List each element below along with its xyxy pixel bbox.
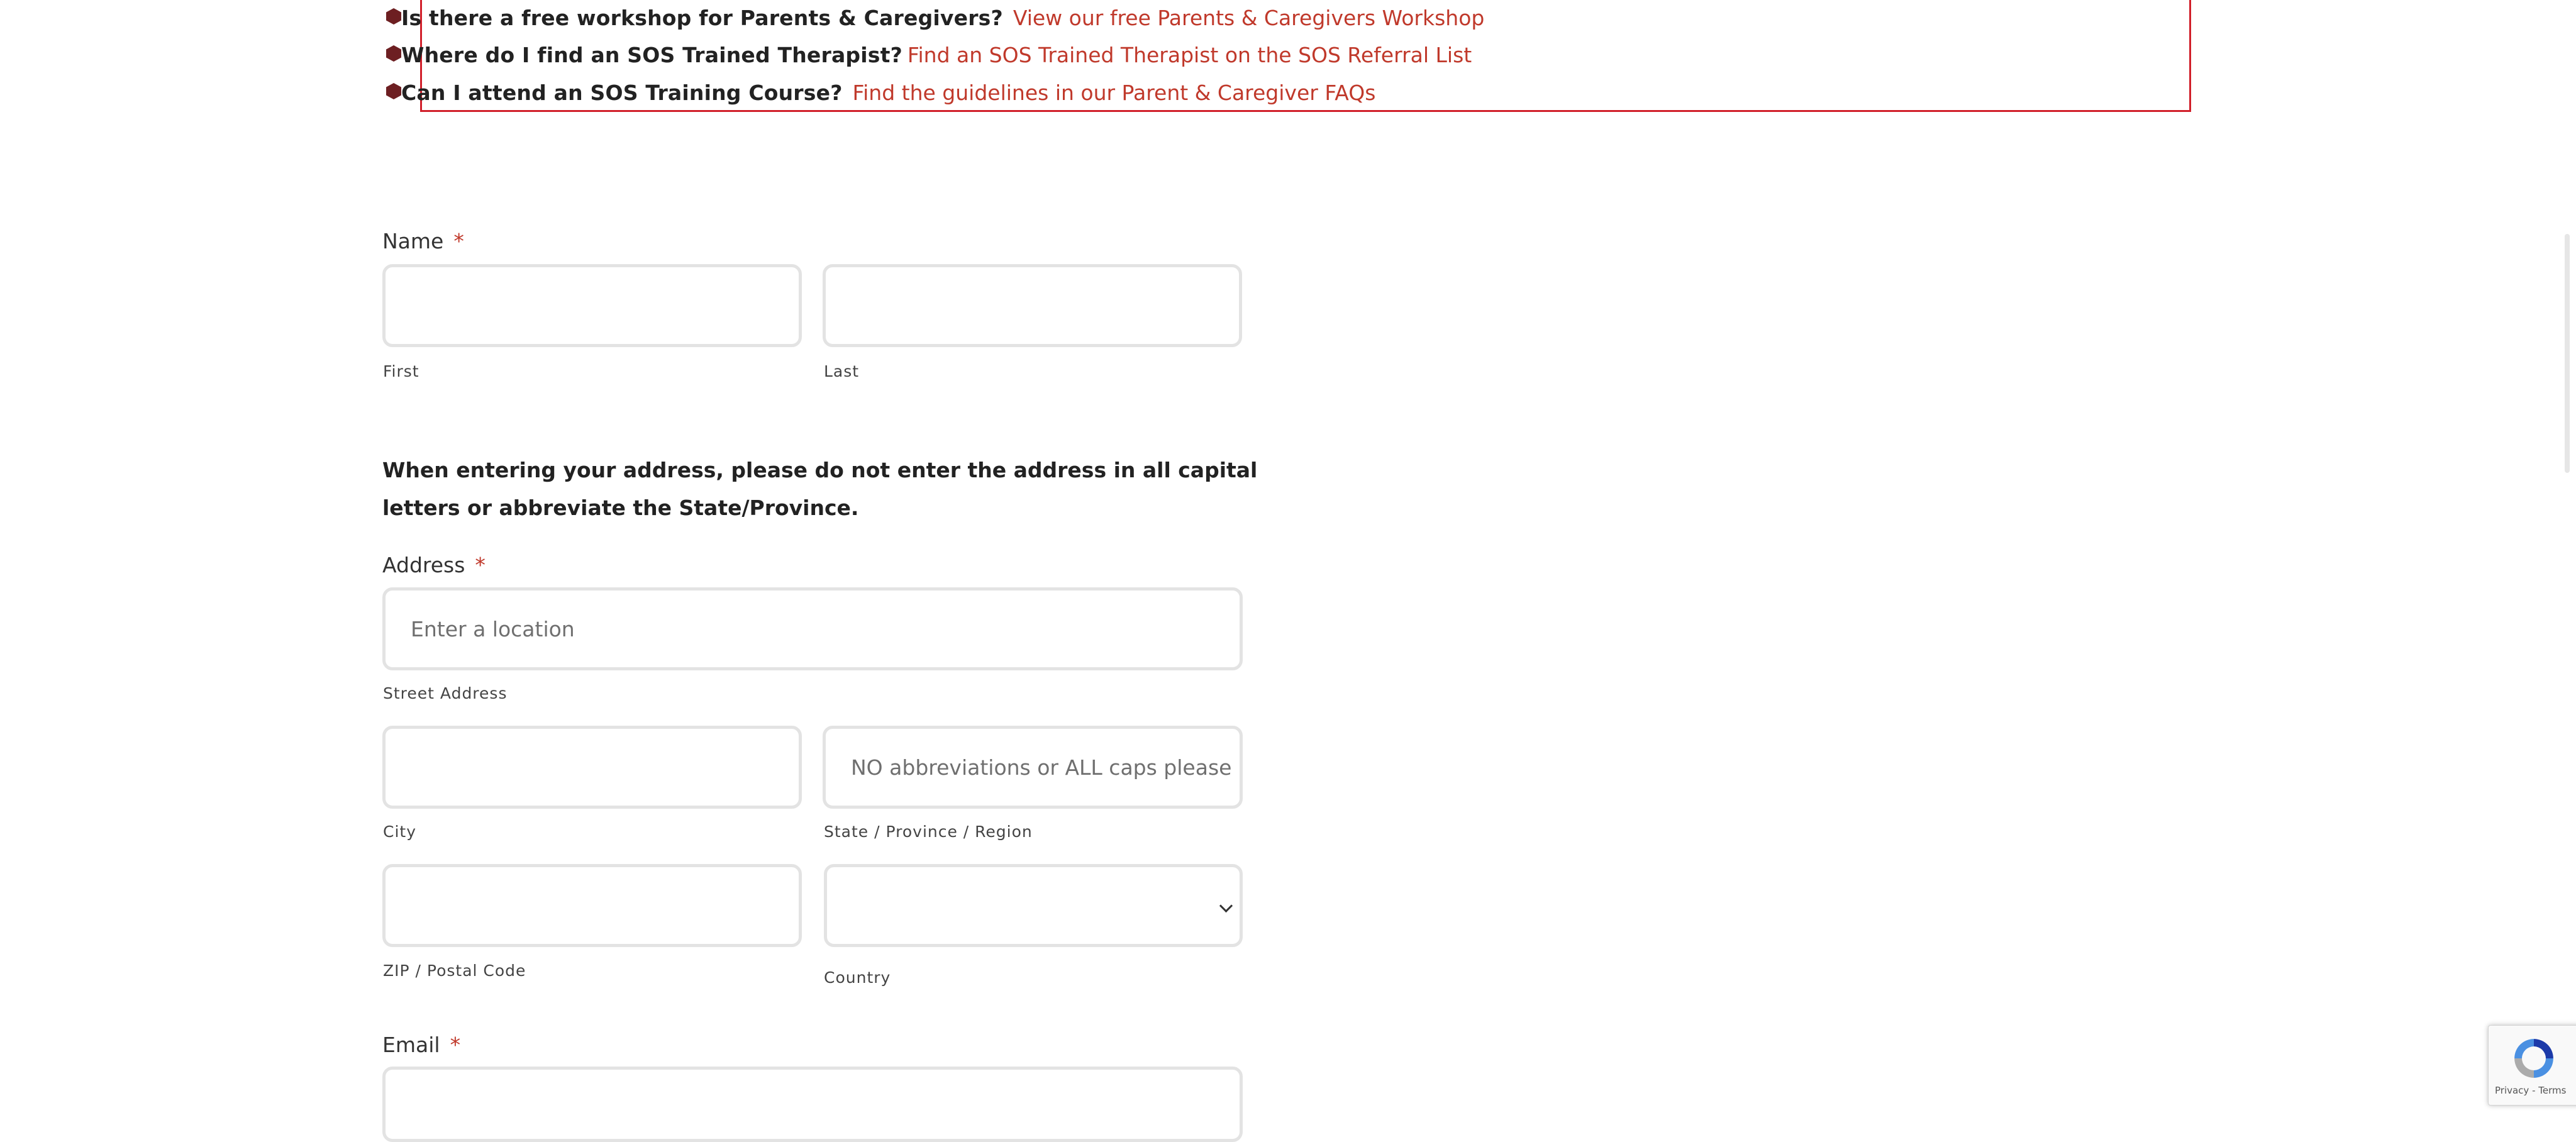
address-instructions: When entering your address, please do not enter the address in all capital letters or abbreviate the State/Province. [382,458,1258,520]
faq-item [401,0,1484,35]
street-address-input[interactable]: Enter a location [382,587,1243,670]
required-marker: * [450,1033,461,1057]
country-select[interactable] [824,864,1243,947]
bullet-icon [386,8,401,25]
first-name-input[interactable] [382,264,802,347]
faq-link-referral-list[interactable]: Find an SOS Trained Therapist on the SOS Referral List [907,42,1472,67]
city-input[interactable] [382,726,802,809]
address-label [382,555,486,575]
last-name-input[interactable] [823,264,1242,347]
zip-sublabel: ZIP / Postal Code [383,962,526,980]
country-sublabel: Country [824,968,891,987]
first-name-sublabel: First [383,362,419,380]
scrollbar[interactable] [2565,234,2570,473]
recaptcha-icon [2510,1034,2558,1082]
faq-question: Can I attend an SOS Training Course? [401,80,843,105]
bullet-icon [386,83,401,99]
state-sublabel: State / Province / Region [824,823,1033,841]
required-marker: * [475,553,486,577]
faq-link-workshop[interactable]: View our free Parents & Caregivers Workshop [1013,5,1485,30]
faq-item [401,37,1472,72]
faq-question: Is there a free workshop for Parents & Caregivers? [401,5,1003,30]
name-label [382,231,464,252]
email-label [382,1034,460,1055]
faq-question: Where do I find an SOS Trained Therapist? [401,42,902,67]
bullet-icon [386,45,401,62]
required-marker: * [453,229,464,253]
faq-link-parent-faqs[interactable]: Find the guidelines in our Parent & Caregiver FAQs [852,80,1376,105]
faq-item [401,75,1375,110]
recaptcha-privacy-terms[interactable]: Privacy - Terms [2495,1085,2567,1096]
city-sublabel: City [383,823,416,841]
street-address-sublabel: Street Address [383,684,508,702]
address-label-text: Address [382,553,465,577]
email-label-text: Email [382,1033,440,1057]
recaptcha-badge[interactable] [2488,1025,2576,1106]
last-name-sublabel: Last [824,362,860,380]
zip-input[interactable] [382,864,802,947]
name-label-text: Name [382,229,444,253]
chevron-down-icon [1219,899,1233,912]
email-input[interactable] [382,1067,1243,1142]
state-input[interactable]: NO abbreviations or ALL caps please [823,726,1243,809]
